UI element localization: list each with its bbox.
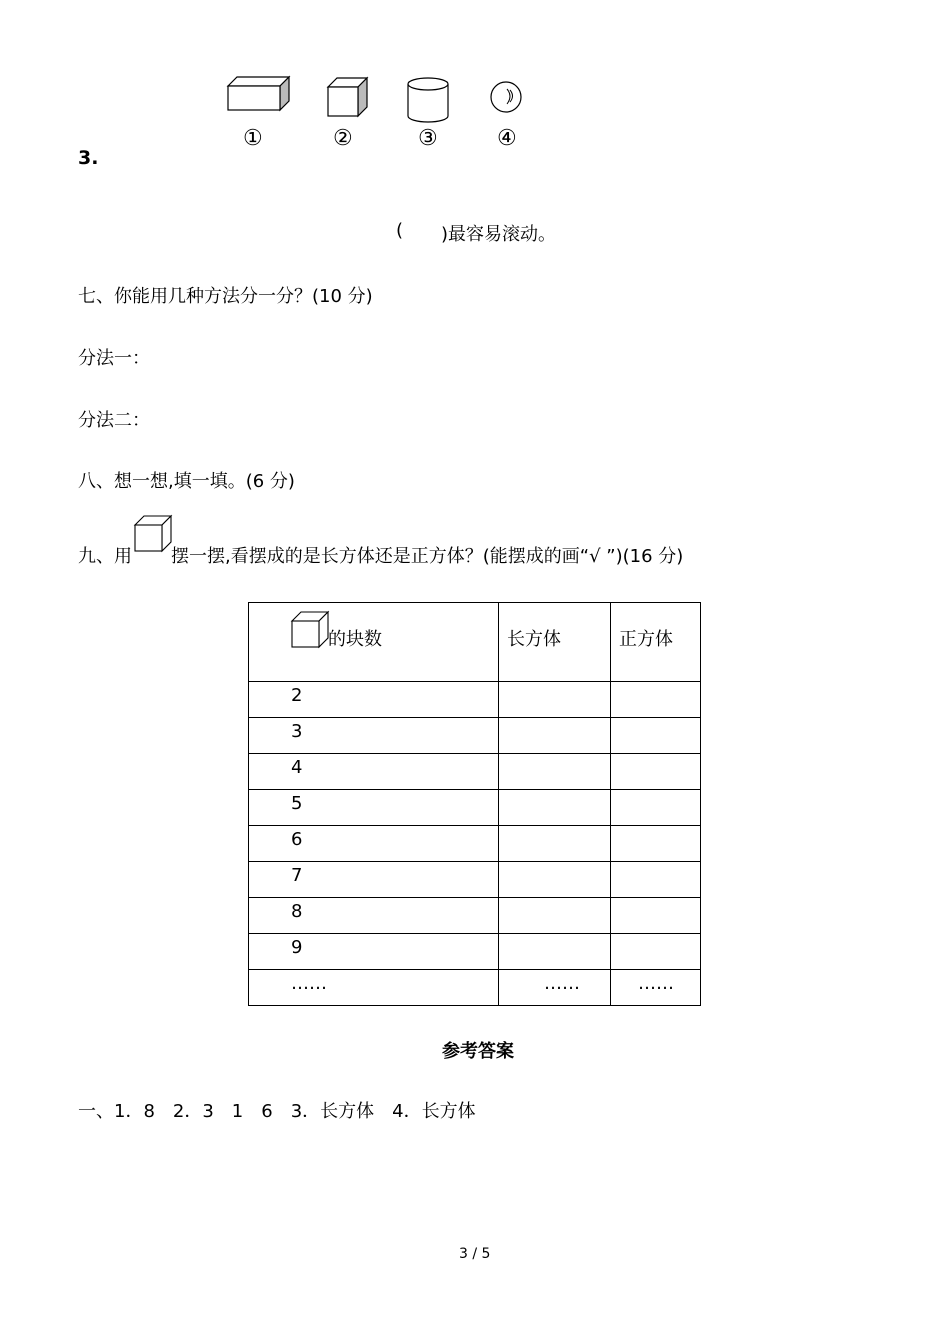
small-cube-icon — [133, 514, 173, 554]
cuboid-cell[interactable] — [499, 862, 611, 898]
header-block-count-text: 的块数 — [328, 629, 382, 650]
label-3: ③ — [418, 126, 438, 151]
cube-cell[interactable] — [611, 682, 701, 718]
row-count: 6 — [291, 829, 303, 850]
header-cube: 正方体 — [611, 603, 701, 682]
page-number: 3 / 5 — [459, 1246, 491, 1262]
ellipsis-cube: …… — [638, 973, 674, 994]
table-row-ellipsis — [249, 970, 701, 1006]
table-header-row — [249, 603, 701, 682]
table-row — [249, 862, 701, 898]
cuboid-cell[interactable] — [499, 754, 611, 790]
cuboid-cell[interactable] — [499, 898, 611, 934]
section-7-title: 七、你能用几种方法分一分？(10 分) — [78, 286, 373, 307]
answers-title: 参考答案 — [442, 1041, 514, 1062]
row-count: 3 — [291, 721, 303, 742]
cylinder-shape — [405, 75, 451, 125]
cube-cell[interactable] — [611, 898, 701, 934]
row-count: 2 — [291, 685, 303, 706]
section-9-suffix: 摆一摆,看摆成的是长方体还是正方体？(能摆成的画“√ ”)(16 分) — [171, 546, 684, 567]
table-row — [249, 682, 701, 718]
table-row — [249, 754, 701, 790]
cube-cell[interactable] — [611, 826, 701, 862]
answer-bracket-open: ( — [396, 220, 404, 241]
header-block-count — [249, 603, 499, 682]
cuboid-cell[interactable] — [499, 790, 611, 826]
row-count: 7 — [291, 865, 303, 886]
method-1-label: 分法一： — [78, 348, 150, 369]
cube-cell[interactable] — [611, 754, 701, 790]
label-2: ② — [333, 126, 353, 151]
label-4: ④ — [497, 126, 517, 151]
cuboid-cell[interactable] — [499, 826, 611, 862]
cuboid-cell[interactable] — [499, 934, 611, 970]
section-9-prefix: 九、用 — [78, 546, 132, 567]
cube-cell[interactable] — [611, 718, 701, 754]
table-cube-icon — [290, 610, 330, 650]
table-row — [249, 826, 701, 862]
cube-cell[interactable] — [611, 862, 701, 898]
question-3-number: 3. — [78, 147, 99, 169]
header-cuboid: 长方体 — [499, 603, 611, 682]
cuboid-cell[interactable] — [499, 718, 611, 754]
table-row — [249, 898, 701, 934]
answers-line-1: 一、1．8 2．3 1 6 3．长方体 4．长方体 — [78, 1101, 476, 1122]
table-row — [249, 718, 701, 754]
sphere-shape — [488, 79, 524, 115]
blocks-table — [248, 602, 701, 1006]
answer-blank-prompt: )最容易滚动。 — [441, 224, 557, 245]
row-count: 5 — [291, 793, 303, 814]
label-1: ① — [243, 126, 263, 151]
method-2-label: 分法二： — [78, 410, 150, 431]
row-count: 8 — [291, 901, 303, 922]
cube-cell[interactable] — [611, 790, 701, 826]
ellipsis-count: …… — [291, 973, 327, 994]
cube-cell[interactable] — [611, 934, 701, 970]
cuboid-shape — [226, 74, 292, 112]
cube-shape — [326, 75, 370, 119]
ellipsis-cuboid: …… — [544, 973, 580, 994]
table-row — [249, 790, 701, 826]
cuboid-cell[interactable] — [499, 682, 611, 718]
table-row — [249, 934, 701, 970]
section-8-title: 八、想一想,填一填。(6 分) — [78, 471, 295, 492]
row-count: 4 — [291, 757, 303, 778]
row-count: 9 — [291, 937, 303, 958]
